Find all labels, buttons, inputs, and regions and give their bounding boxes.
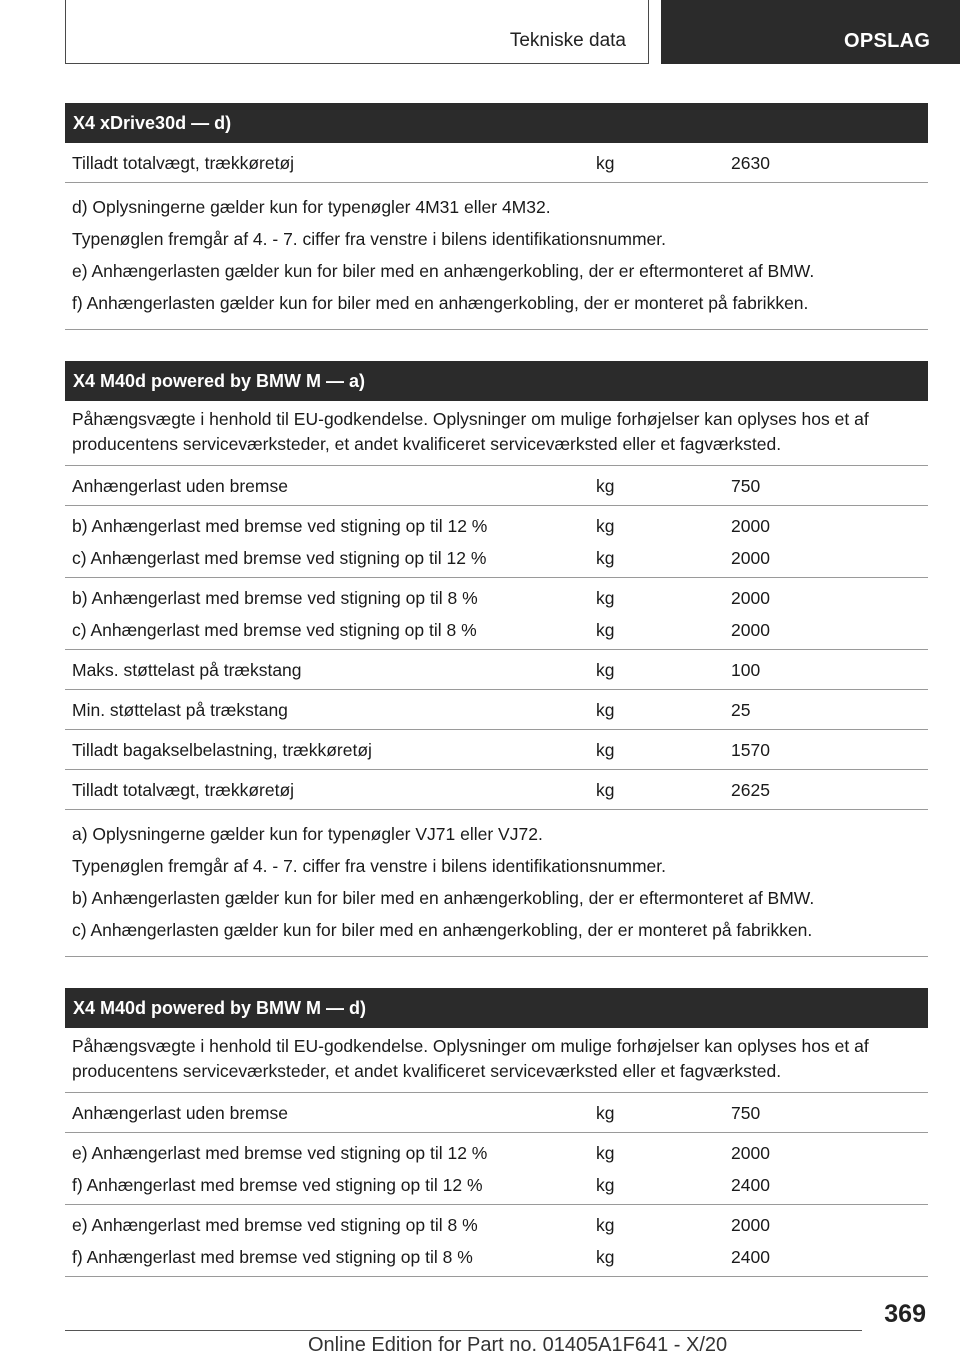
footnote: f) Anhængerlasten gælder kun for biler med en anhængerkobling, der er monteret på fabrikken.	[72, 293, 809, 313]
row-unit: kg	[596, 1103, 615, 1123]
row-value: 1570	[731, 740, 770, 760]
row-value: 2400	[731, 1247, 770, 1267]
table-row-group	[65, 506, 928, 578]
table-row	[65, 778, 928, 801]
table-row	[65, 738, 928, 761]
row-label: Tilladt bagakselbelastning, trækkøretøj	[72, 740, 372, 760]
row-unit: kg	[596, 780, 615, 800]
footnote: Typenøglen fremgår af 4. - 7. ciffer fra venstre i bilens identifikationsnummer.	[72, 229, 666, 249]
table-row	[65, 1173, 928, 1196]
row-label: Maks. støttelast på trækstang	[72, 660, 302, 680]
row-unit: kg	[596, 476, 615, 496]
row-label: Anhængerlast uden bremse	[72, 1103, 288, 1123]
footnote: e) Anhængerlasten gælder kun for biler med en anhængerkobling, der er eftermonteret af BMW.	[72, 261, 815, 281]
row-unit: kg	[596, 700, 615, 720]
table-row-group	[65, 650, 928, 690]
row-unit: kg	[596, 620, 615, 640]
row-unit: kg	[596, 1247, 615, 1267]
spec-table	[65, 103, 928, 330]
row-label: e) Anhængerlast med bremse ved stigning op til 8 %	[72, 1215, 478, 1235]
row-label: Anhængerlast uden bremse	[72, 476, 288, 496]
footnote: b) Anhængerlasten gælder kun for biler med en anhængerkobling, der er eftermonteret af BMW.	[72, 888, 815, 908]
spec-tables	[65, 103, 928, 1277]
footnote: d) Oplysningerne gælder kun for typenøgler 4M31 eller 4M32.	[72, 197, 551, 217]
row-unit: kg	[596, 1143, 615, 1163]
table-row-group	[65, 690, 928, 730]
table-row-group	[65, 1133, 928, 1205]
footnote: a) Oplysningerne gælder kun for typenøgler VJ71 eller VJ72.	[72, 824, 543, 844]
row-value: 2400	[731, 1175, 770, 1195]
table-row	[65, 618, 928, 641]
footnote: Typenøglen fremgår af 4. - 7. ciffer fra venstre i bilens identifikationsnummer.	[72, 856, 666, 876]
table-row-group	[65, 466, 928, 506]
table-row	[65, 1101, 928, 1124]
row-label: c) Anhængerlast med bremse ved stigning op til 12 %	[72, 548, 487, 568]
row-unit: kg	[596, 1215, 615, 1235]
row-value: 25	[731, 700, 751, 720]
row-label: Min. støttelast på trækstang	[72, 700, 288, 720]
row-value: 750	[731, 476, 761, 496]
row-label: f) Anhængerlast med bremse ved stigning op til 8 %	[72, 1247, 473, 1267]
row-unit: kg	[596, 153, 615, 173]
table-title: X4 M40d powered by BMW M — a)	[65, 361, 928, 401]
header-section-title: Tekniske data	[509, 30, 626, 51]
footnote: c) Anhængerlasten gælder kun for biler med en anhængerkobling, der er monteret på fabrikken.	[72, 920, 813, 940]
row-value: 2630	[731, 153, 770, 173]
table-intro-note: Påhængsvægte i henhold til EU-godkendelse. Oplysninger om mulige forhøjelser kan oplyses hos et af producentens serviceværksteder, et andet kvalificeret serviceværksted eller et fagværksted.	[65, 1028, 928, 1093]
header-section-box	[65, 0, 649, 64]
table-row	[65, 474, 928, 497]
spec-table	[65, 988, 928, 1277]
row-value: 2000	[731, 620, 770, 640]
table-row	[65, 586, 928, 618]
row-label: Tilladt totalvægt, trækkøretøj	[72, 780, 295, 800]
row-value: 2000	[731, 1143, 770, 1163]
row-label: b) Anhængerlast med bremse ved stigning op til 8 %	[72, 588, 478, 608]
header-chapter-label: OPSLAG	[844, 30, 931, 52]
row-unit: kg	[596, 1175, 615, 1195]
footnotes	[65, 183, 928, 330]
table-row	[65, 1141, 928, 1173]
row-label: e) Anhængerlast med bremse ved stigning op til 12 %	[72, 1143, 488, 1163]
table-row	[65, 658, 928, 681]
table-row	[65, 698, 928, 721]
footer-edition: Online Edition for Part no. 01405A1F641 - X/20	[308, 1334, 728, 1356]
row-value: 2000	[731, 1215, 770, 1235]
row-value: 2000	[731, 548, 770, 568]
row-unit: kg	[596, 740, 615, 760]
footnotes	[65, 810, 928, 957]
page-number: 369	[884, 1300, 926, 1328]
table-row	[65, 151, 928, 174]
row-unit: kg	[596, 588, 615, 608]
row-label: Tilladt totalvægt, trækkøretøj	[72, 153, 295, 173]
row-value: 100	[731, 660, 761, 680]
row-label: c) Anhængerlast med bremse ved stigning op til 8 %	[72, 620, 477, 640]
table-row-group	[65, 770, 928, 810]
spec-table	[65, 361, 928, 957]
row-value: 2625	[731, 780, 770, 800]
row-label: b) Anhængerlast med bremse ved stigning op til 12 %	[72, 516, 488, 536]
row-unit: kg	[596, 548, 615, 568]
table-row	[65, 514, 928, 546]
header-chapter-tab	[661, 0, 960, 64]
table-row	[65, 1245, 928, 1268]
table-row-group	[65, 730, 928, 770]
footer-divider	[65, 1330, 862, 1331]
table-row-group	[65, 143, 928, 183]
row-value: 2000	[731, 516, 770, 536]
table-row-group	[65, 1093, 928, 1133]
row-value: 750	[731, 1103, 761, 1123]
table-title: X4 xDrive30d — d)	[65, 103, 928, 143]
row-unit: kg	[596, 516, 615, 536]
row-value: 2000	[731, 588, 770, 608]
table-intro-note: Påhængsvægte i henhold til EU-godkendelse. Oplysninger om mulige forhøjelser kan oplyses hos et af producentens serviceværksteder, et andet kvalificeret serviceværksted eller et fagværksted.	[65, 401, 928, 466]
table-row	[65, 1213, 928, 1245]
table-title: X4 M40d powered by BMW M — d)	[65, 988, 928, 1028]
table-row	[65, 546, 928, 569]
row-unit: kg	[596, 660, 615, 680]
row-label: f) Anhængerlast med bremse ved stigning op til 12 %	[72, 1175, 483, 1195]
table-row-group	[65, 578, 928, 650]
table-row-group	[65, 1205, 928, 1277]
